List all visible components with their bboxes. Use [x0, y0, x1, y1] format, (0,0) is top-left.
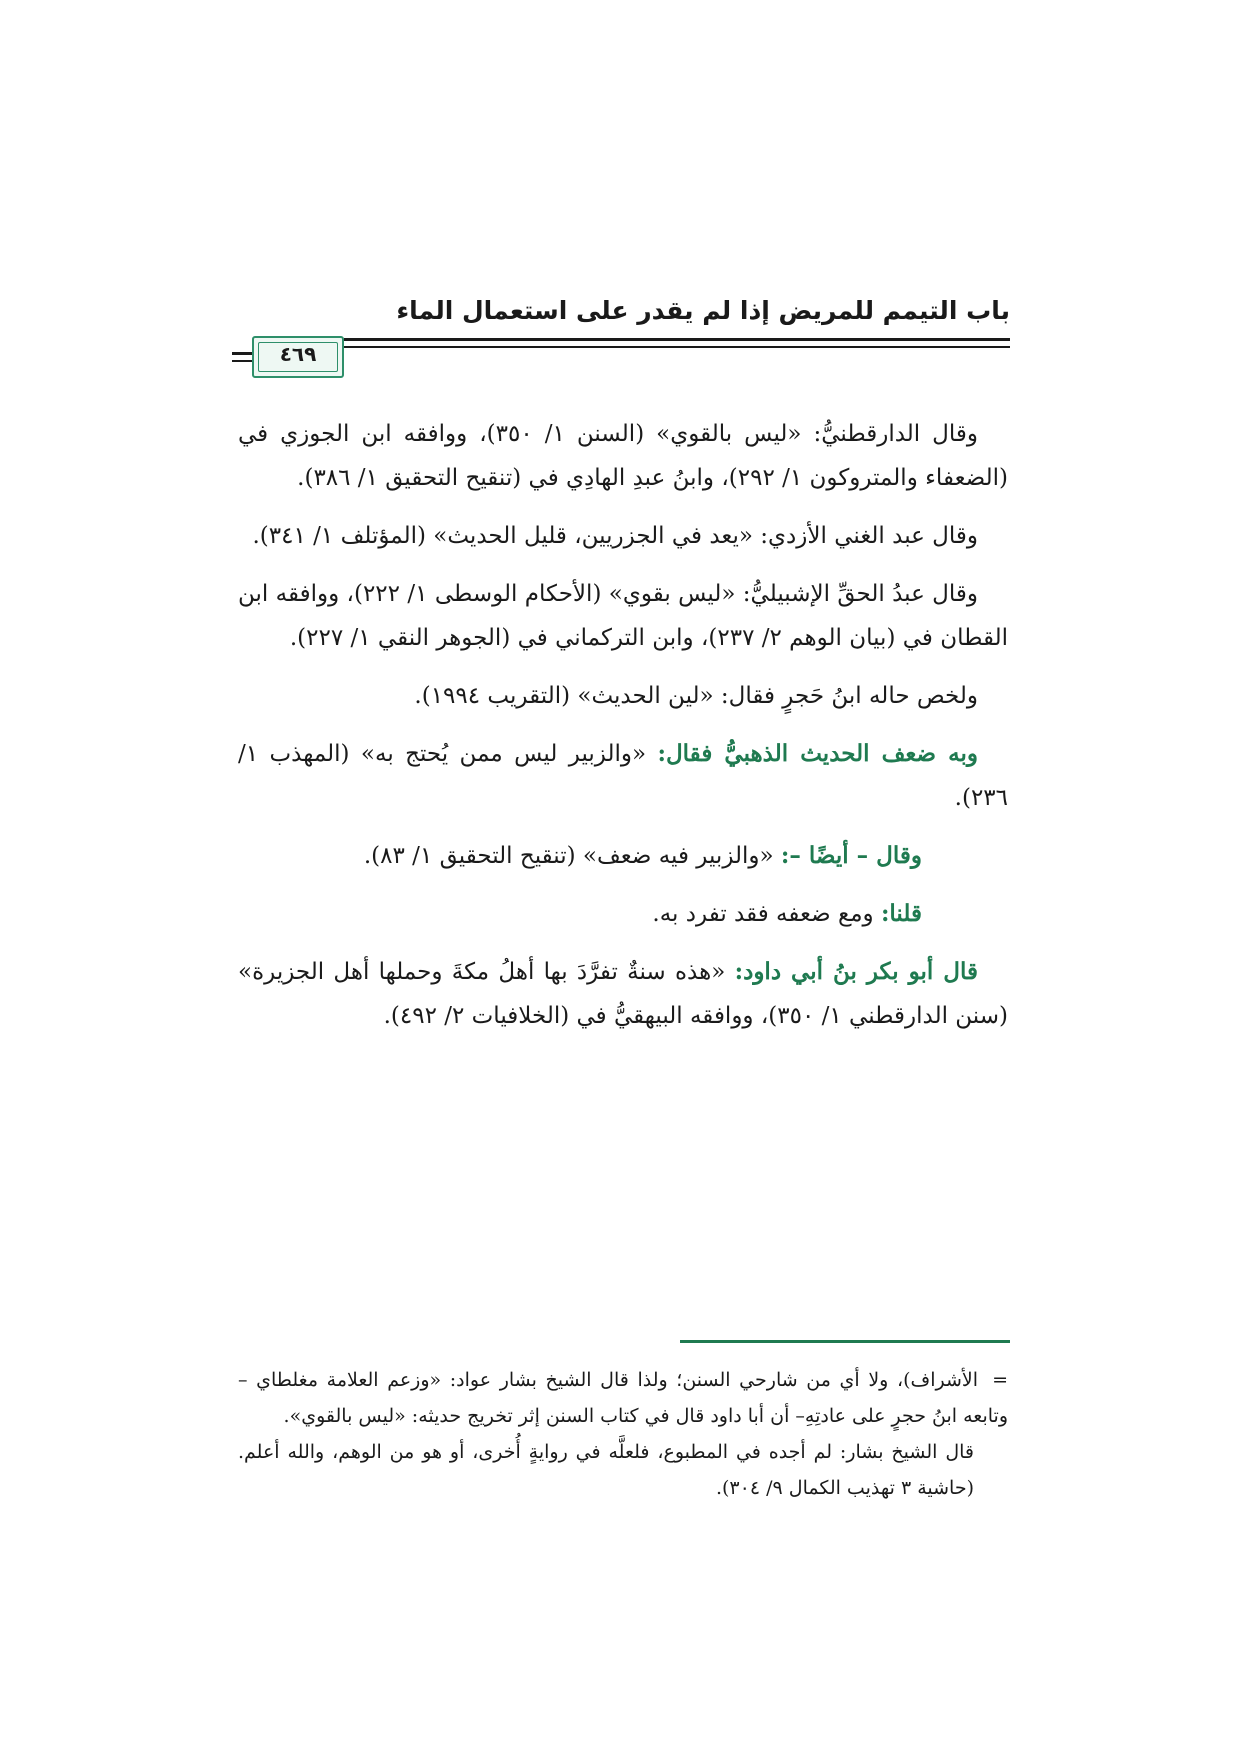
footnotes: [238, 1362, 1008, 1506]
paragraph: [238, 732, 1008, 820]
highlighted-speaker: قلنا:: [880, 900, 922, 927]
paragraph-text: ولخص حاله ابنُ حَجرٍ فقال: «لين الحديث» (التقريب ١٩٩٤).: [414, 683, 978, 709]
paragraph: [238, 892, 1008, 936]
header-rule-top-right: [344, 338, 1010, 341]
paragraph: [238, 514, 1008, 558]
paragraph-text: «والزبير ليس ممن يُحتج به» (المهذب ١/ ٢٣٦).: [238, 741, 1008, 811]
paragraph-text: «والزبير فيه ضعف» (تنقيح التحقيق ١/ ٨٣).: [363, 843, 781, 869]
footnote-continuation-mark: =: [992, 1369, 1008, 1391]
page-header: [232, 296, 1010, 388]
footnote-text: قال الشيخ بشار: لم أجده في المطبوع، فلعلَّه في روايةٍ أُخرى، أو هو من الوهم، والله أعلم. (حاشية ٣ تهذيب الكمال ٩/ ٣٠٤).: [238, 1441, 974, 1499]
paragraph-text: وقال عبد الغني الأزدي: «يعد في الجزريين، قليل الحديث» (المؤتلف ١/ ٣٤١).: [252, 523, 978, 549]
header-rule-bottom-right: [344, 346, 1010, 348]
paragraph: [238, 572, 1008, 660]
running-title: باب التيمم للمريض إذا لم يقدر على استعمال الماء: [396, 296, 1010, 325]
paragraph-text: وقال عبدُ الحقِّ الإشبيليُّ: «ليس بقوي» (الأحكام الوسطى ١/ ٢٢٢)، ووافقه ابن القطان في (بيان الوهم ٢/ ٢٣٧)، وابن التركماني في (الجوهر النقي ١/ ٢٢٧).: [238, 581, 1008, 651]
page-number-frame: [252, 336, 344, 378]
paragraph-text: وقال الدارقطنيُّ: «ليس بالقوي» (السنن ١/ ٣٥٠)، ووافقه ابن الجوزي في (الضعفاء والمتروكون ١/ ٢٩٢)، وابنُ عبدِ الهادِي في (تنقيح التحقيق ١/ ٣٨٦).: [238, 421, 1008, 491]
main-text: [238, 412, 1008, 1052]
paragraph: [238, 834, 1008, 878]
highlighted-speaker: وقال – أيضًا –:: [780, 842, 922, 869]
page-number: ٤٦٩: [279, 342, 317, 366]
footnote-separator: [680, 1340, 1010, 1343]
highlighted-speaker: قال أبو بكر بنُ أبي داود:: [734, 958, 978, 985]
header-rule-bottom-left: [232, 360, 252, 362]
paragraph: [238, 674, 1008, 718]
footnote: [238, 1434, 1008, 1506]
footnote-text: الأشراف)، ولا أي من شارحي السنن؛ ولذا قال الشيخ بشار عواد: «وزعم العلامة مغلطاي –وتابعه ابنُ حجرٍ على عادتِهِ– أن أبا داود قال في كتاب السنن إثر تخريج حديثه: «ليس بالقوي».: [238, 1369, 1008, 1427]
paragraph-text: ومع ضعفه فقد تفرد به.: [652, 901, 881, 927]
highlighted-speaker: وبه ضعف الحديث الذهبيُّ فقال:: [657, 740, 978, 767]
header-rule-top-left: [232, 352, 252, 355]
paragraph: [238, 950, 1008, 1038]
footnote: [238, 1362, 1008, 1434]
paragraph-text: «هذه سنةٌ تفرَّدَ بها أهلُ مكةَ وحملها أهل الجزيرة» (سنن الدارقطني ١/ ٣٥٠)، ووافقه البيهقيُّ في (الخلافيات ٢/ ٤٩٢).: [238, 959, 1008, 1029]
paragraph: [238, 412, 1008, 500]
